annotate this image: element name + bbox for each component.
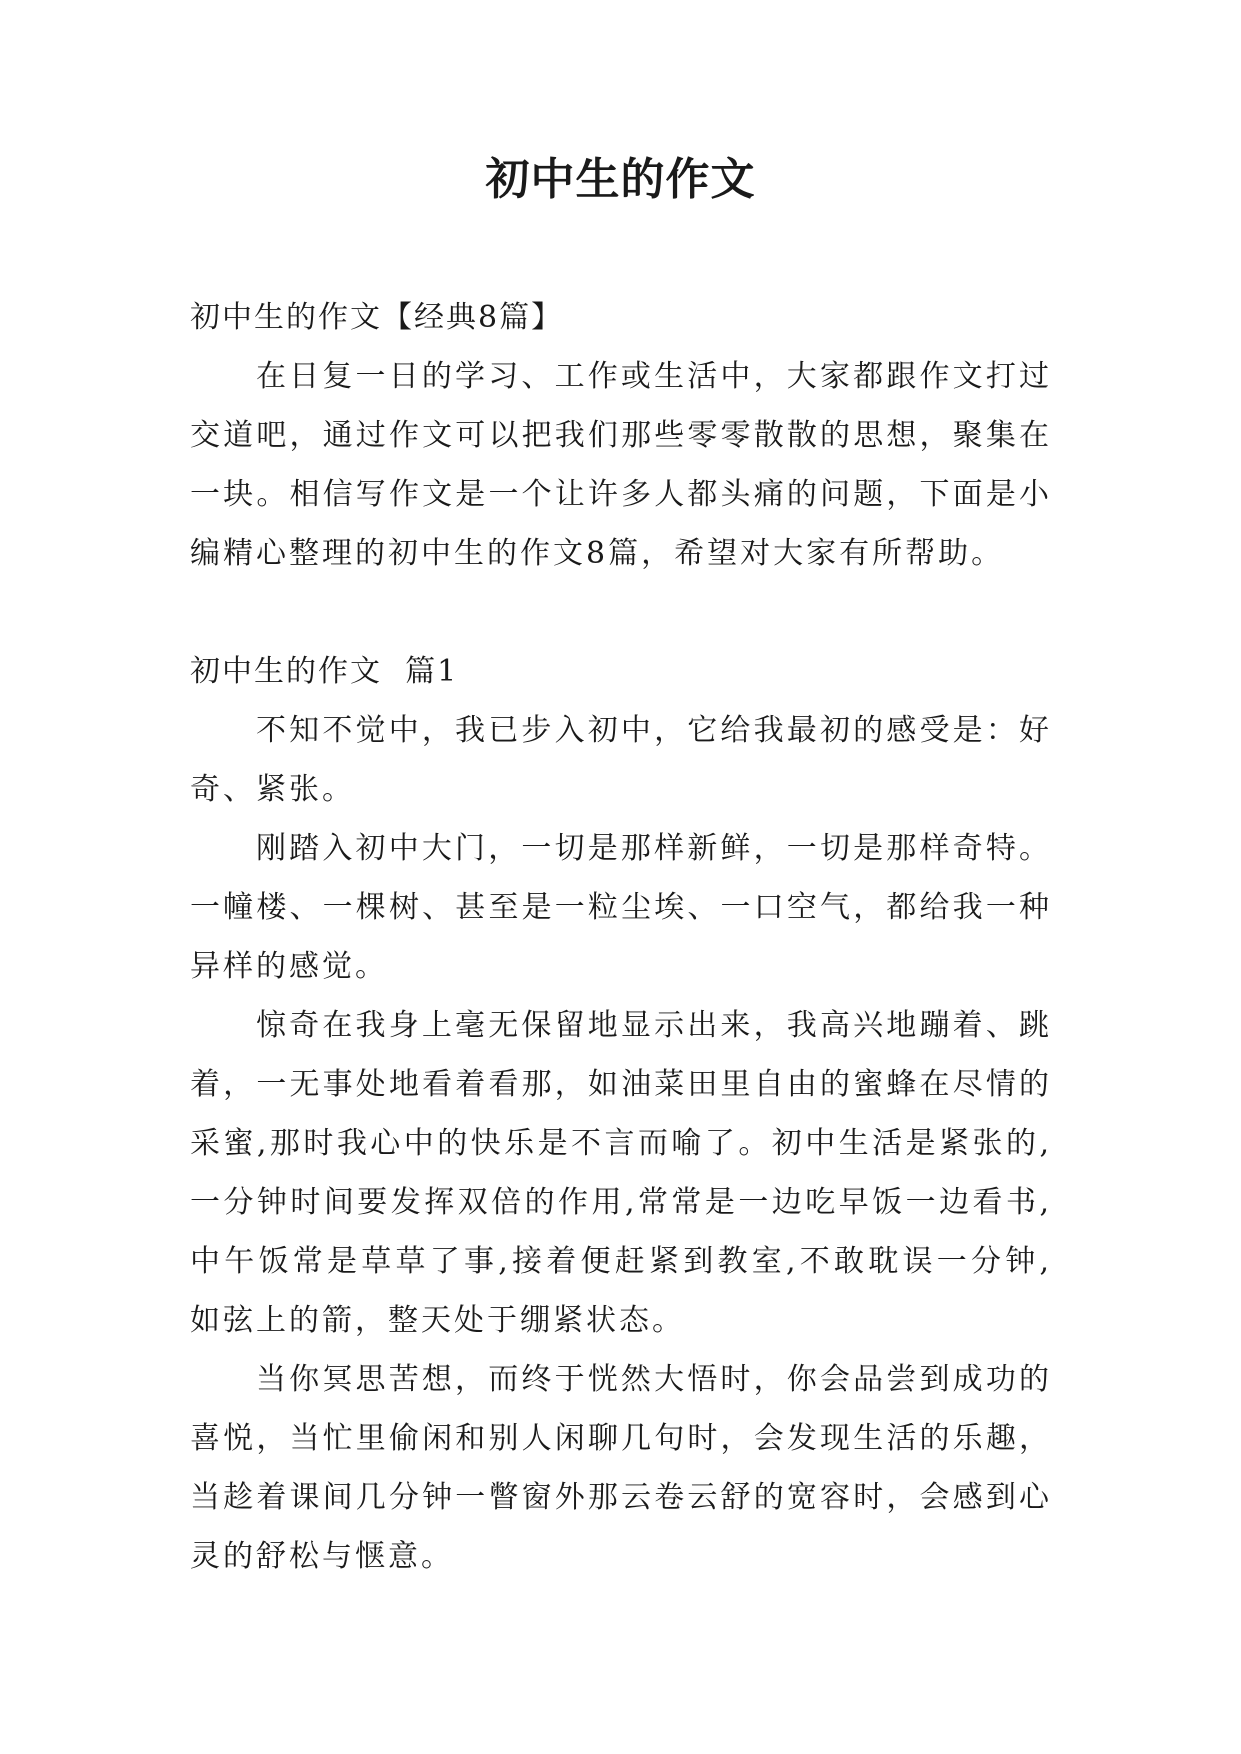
document-body (190, 288, 1052, 1586)
body-paragraph: 刚踏入初中大门，一切是那样新鲜，一切是那样奇特。一幢楼、一棵树、甚至是一粒尘埃、一口空气，都给我一种异样的感觉。 (190, 831, 1052, 984)
intro-paragraph: 在日复一日的学习、工作或生活中，大家都跟作文打过交道吧，通过作文可以把我们那些零零散散的思想，聚集在一块。相信写作文是一个让许多人都头痛的问题，下面是小编精心整理的初中生的作文8篇，希望对大家有所帮助。 (190, 359, 1052, 571)
section-heading: 初中生的作文 篇1 (190, 654, 459, 689)
document-title: 初中生的作文 (485, 154, 756, 205)
body-paragraph: 当你冥思苦想，而终于恍然大悟时，你会品尝到成功的喜悦，当忙里偷闲和别人闲聊几句时，会发现生活的乐趣，当趁着课间几分钟一瞥窗外那云卷云舒的宽容时，会感到心灵的舒松与惬意。 (190, 1362, 1052, 1574)
section-spacer (190, 583, 1052, 642)
body-paragraph: 惊奇在我身上毫无保留地显示出来，我高兴地蹦着、跳着，一无事处地看着看那，如油菜田里自由的蜜蜂在尽情的采蜜,那时我心中的快乐是不言而喻了。初中生活是紧张的,一分钟时间要发挥双倍的作用,常常是一边吃早饭一边看书,中午饭常是草草了事,接着便赶紧到教室,不敢耽误一分钟,如弦上的箭，整天处于绷紧状态。 (190, 1008, 1052, 1338)
body-paragraph: 不知不觉中，我已步入初中，它给我最初的感受是：好奇、紧张。 (190, 713, 1052, 807)
intro-heading: 初中生的作文【经典8篇】 (190, 300, 564, 335)
